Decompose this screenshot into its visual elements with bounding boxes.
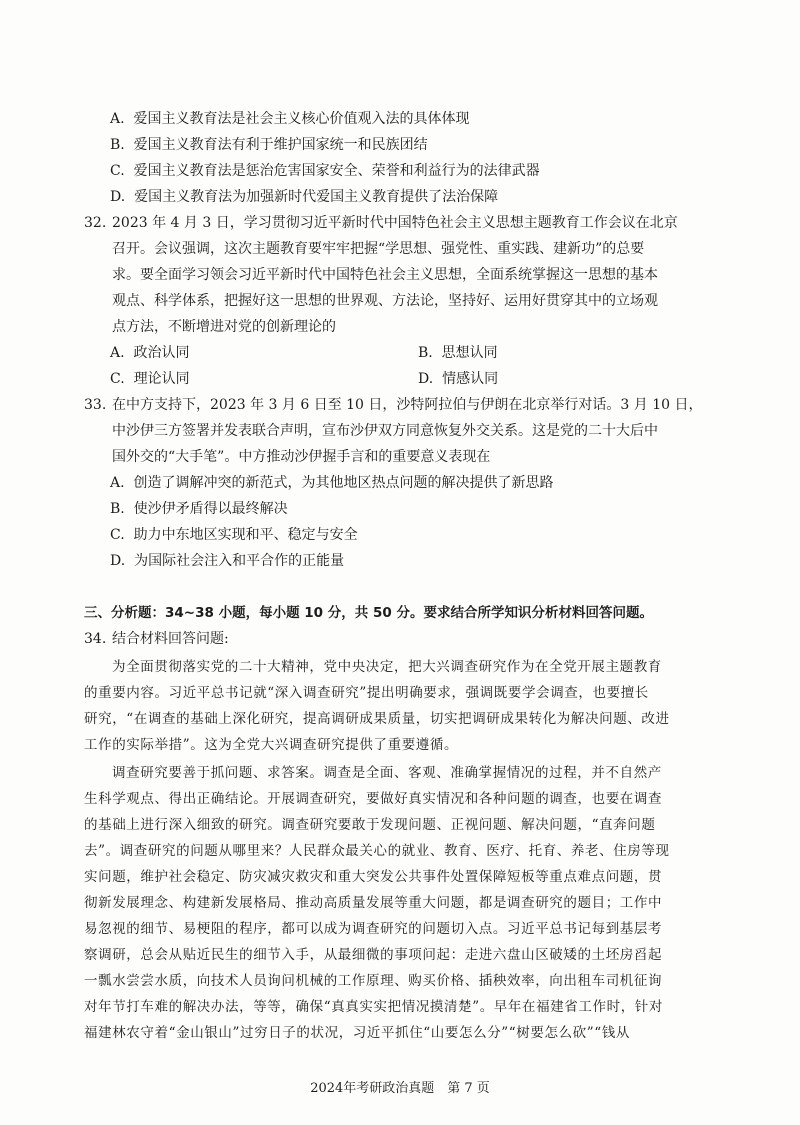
option-text: 爱国主义教育法是惩治危害国家安全、荣誉和利益行为的法律武器 — [133, 163, 540, 179]
option-label: D. — [110, 553, 126, 569]
q33-stem-line: 中沙伊三方签署并发表联合声明，宣布沙伊双方同意恢复外交关系。这是党的二十大后中 — [112, 423, 658, 439]
material-line: 调查研究要善于抓问题、求答案。调查是全面、客观、准确掌握情况的过程，并不自然产 — [112, 765, 662, 781]
option-label: D. — [110, 189, 126, 205]
option-label: D. — [418, 371, 434, 387]
option-text: 爱国主义教育法是社会主义核心价值观入法的具体体现 — [133, 111, 470, 127]
material-line: 一瓢水尝尝水质，向技术人员询问机械的工作原理、购买价格、插秧效率，向出租车司机征询 — [84, 973, 663, 989]
option-text: 助力中东地区实现和平、稳定与安全 — [133, 527, 358, 543]
material-line: 为全面贯彻落实党的二十大精神，党中央决定，把大兴调查研究作为在全党开展主题教育 — [112, 659, 662, 675]
q32-option-a — [110, 344, 189, 362]
q34-prompt: 结合材料回答问题: — [112, 631, 229, 647]
q31-option-a — [110, 110, 469, 128]
option-label: B. — [418, 345, 433, 361]
q32-stem-line: 2023 年 4 月 3 日，学习贯彻习近平新时代中国特色社会主义思想主题教育工作会议在北京 — [112, 215, 678, 231]
material-line: 实问题，维护社会稳定、防灾减灾救灾和重大突发公共事件处置保障短板等重点难点问题，贯 — [84, 869, 663, 885]
option-label: C. — [110, 527, 125, 543]
material-line: 生科学观点、得出正确结论。开展调查研究，要做好真实情况和各种问题的调查，也要在调查 — [84, 791, 663, 807]
option-label: C. — [110, 371, 125, 387]
material-line: 福建林农守着“金山银山”过穷日子的状况，习近平抓住“山要怎么分”“树要怎么砍”“钱从 — [84, 1025, 631, 1041]
option-text: 思想认同 — [441, 345, 498, 361]
material-line: 彻新发展理念、构建新发展格局、推动高质量发展等重大问题，都是调查研究的题目；工作中 — [84, 895, 663, 911]
q32-option-d — [418, 370, 498, 388]
option-label: A. — [110, 475, 125, 491]
material-line: 的重要内容。习近平总书记就“深入调查研究”提出明确要求，强调既要学会调查，也要擅长 — [84, 685, 649, 701]
page-footer: 2024年考研政治真题 第 7 页 — [310, 1081, 490, 1096]
option-text: 创造了调解冲突的新范式，为其他地区热点问题的解决提供了新思路 — [133, 475, 554, 491]
q33-option-a — [110, 474, 553, 492]
q33-stem-line: 在中方支持下，2023 年 3 月 6 日至 10 日，沙特阿拉伯与伊朗在北京举行对话。3 月 10 日， — [112, 397, 703, 413]
q32-number: 32. — [84, 215, 107, 231]
q33-option-d — [110, 552, 344, 570]
q32-stem-line: 求。要全面学习领会习近平新时代中国特色社会主义思想，全面系统掌握这一思想的基本 — [112, 267, 658, 283]
option-label: A. — [110, 111, 125, 127]
q32-option-c — [110, 370, 190, 388]
q33-option-b — [110, 500, 288, 518]
q32-stem-line: 召开。会议强调，这次主题教育要牢牢把握“学思想、强党性、重实践、建新功”的总要 — [112, 241, 645, 257]
option-label: C. — [110, 163, 125, 179]
option-text: 爱国主义教育法有利于维护国家统一和民族团结 — [133, 137, 428, 153]
material-line: 对年节打车难的解决办法，等等，确保“真真实实把情况摸清楚”。早年在福建省工作时，针对 — [84, 999, 664, 1015]
material-line: 工作的实际举措”。这为全党大兴调查研究提供了重要遵循。 — [84, 737, 459, 753]
option-label: B. — [110, 501, 125, 517]
q33-option-c — [110, 526, 358, 544]
q33-stem-line: 国外交的“大手笔”。中方推动沙伊握手言和的重要意义表现在 — [112, 449, 491, 465]
q32-stem-line: 点方法，不断增进对党的创新理论的 — [112, 319, 336, 335]
option-text: 情感认同 — [442, 371, 499, 387]
q32-stem-line: 观点、科学体系，把握好这一思想的世界观、方法论，坚持好、运用好贯穿其中的立场观 — [112, 293, 658, 309]
option-text: 理论认同 — [133, 371, 190, 387]
option-label: A. — [110, 345, 125, 361]
q31-option-c — [110, 162, 540, 180]
material-line: 察调研，总会从贴近民生的细节入手，从最细微的事项问起：走进六盘山区破矮的土坯房舀起 — [84, 947, 663, 963]
section-heading: 三、分析题：34~38 小题，每小题 10 分，共 50 分。要求结合所学知识分析材料回答问题。 — [84, 605, 653, 621]
option-label: B. — [110, 137, 125, 153]
q34-number: 34. — [84, 631, 107, 647]
option-text: 政治认同 — [133, 345, 190, 361]
material-line: 研究，“在调查的基础上深化研究，提高调研成果质量，切实把调研成果转化为解决问题、改进 — [84, 711, 670, 727]
q31-option-d — [110, 188, 498, 206]
option-text: 使沙伊矛盾得以最终解决 — [133, 501, 288, 517]
material-line: 去”。调查研究的问题从哪里来？人民群众最关心的就业、教育、医疗、托育、养老、住房等现 — [84, 843, 670, 859]
material-line: 的基础上进行深入细致的研究。调查研究要敢于发现问题、正视问题、解决问题，“直奔问题 — [84, 817, 656, 833]
material-line: 易忽视的细节、易梗阻的程序，都可以成为调查研究的问题切入点。习近平总书记每到基层考 — [84, 921, 663, 937]
q31-option-b — [110, 136, 428, 154]
q33-number: 33. — [84, 397, 107, 413]
option-text: 爱国主义教育法为加强新时代爱国主义教育提供了法治保障 — [134, 189, 499, 205]
q32-option-b — [418, 344, 498, 362]
option-text: 为国际社会注入和平合作的正能量 — [134, 553, 345, 569]
